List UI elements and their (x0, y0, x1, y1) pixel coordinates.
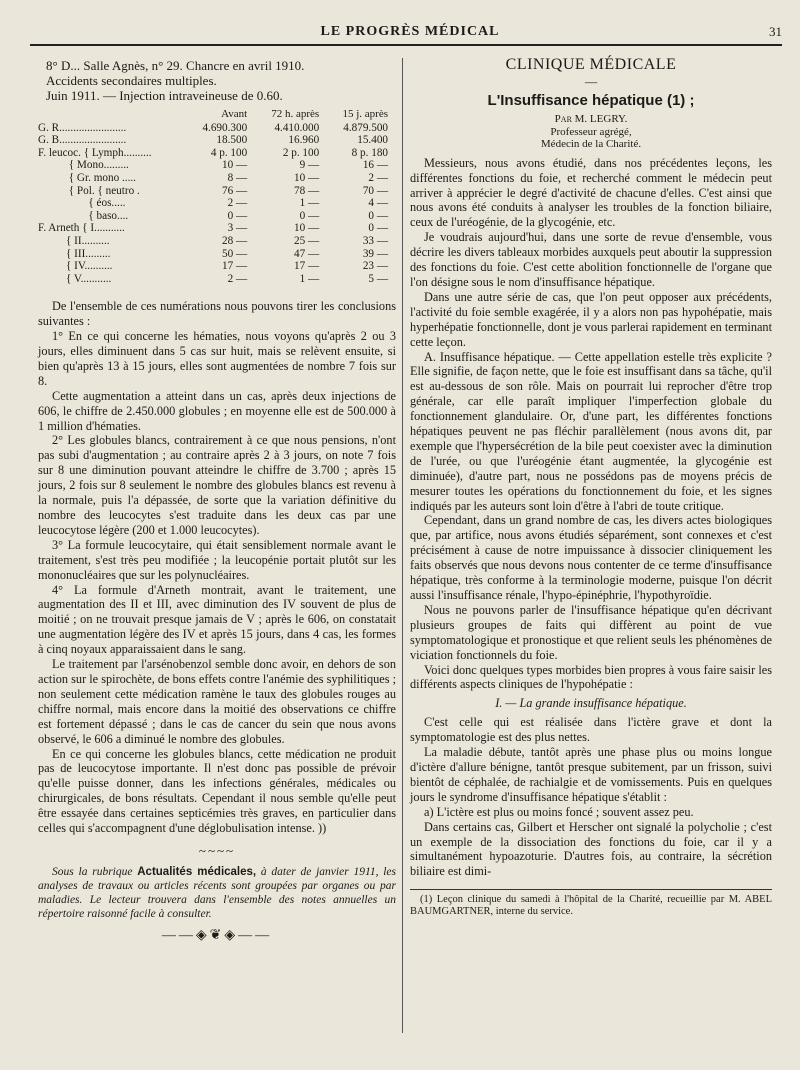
cell-value: 4.690.300 (202, 121, 248, 134)
case-line: Juin 1911. — Injection intraveineuse de 0.60. (46, 88, 283, 103)
cell-value: 50 — (222, 247, 248, 260)
cell-value: 1 — (299, 197, 320, 210)
cell-value: 39 — (362, 247, 388, 260)
cell-value: 25 — (294, 234, 320, 247)
cell-value: 2 p. 100 (282, 146, 320, 159)
row-label: F. Arneth { I........... (38, 222, 125, 235)
paragraph: Messieurs, nous avons étudié, dans nos précédentes leçons, les différentes fonctions du foie, et recherché comment le médecin peut arriver à apprécier le degré d'activité de chacune d'elles. C'est ainsi que nous avons été conduits à analyser les troubles de la fonction biliaire, ceux de l'uréogénie, de la glycogénie, etc. (410, 155, 772, 230)
row-label: { III......... (38, 247, 111, 260)
paragraph: Dans une autre série de cas, que l'on peut opposer aux précédents, l'activité du foie semble exagérée, il y a alors non pas hypohépatie, mais hyperhépatie fonctionnelle, dont je vous parlerai rapidement en terminant cette leçon. (410, 289, 772, 349)
cell-value: 78 — (294, 184, 320, 197)
table-row (38, 147, 394, 160)
paragraph: 3° La formule leucocytaire, qui était sensiblement normale avant le traitement, s'est très peu modifiée ; la leucopénie portait plutôt sur les mononucléaires que sur les polynucléaires. (38, 537, 396, 582)
cell-value: 10 — (294, 222, 320, 235)
cell-value: 16 — (362, 159, 388, 172)
section-title: CLINIQUE MÉDICALE (505, 56, 677, 73)
cell-value: 33 — (362, 234, 388, 247)
cell-value: 3 — (227, 222, 248, 235)
row-label: G. B........................ (38, 134, 127, 147)
cell-value: 2 — (227, 272, 248, 285)
cell-value: 0 — (227, 209, 248, 222)
paragraph: 2° Les globules blancs, contrairement à ce que nous pensions, n'ont pas subi d'augmentation ; au contraire après 2 à 3 jours, on note 7 fois sur 8 une diminution pouvant atteindre le chiffre de 3.700 ; après 15 jours, 2 fois sur 8 seulement le nombre des globules blancs est revenu à la normale, puis l'a dépassée, de sorte que la variation définitive du nombre des leucocytes s'est traduite dans les deux cas par une leucocytose légère (200 et 1.000 leucocytes). (38, 433, 396, 537)
cell-value: 4 — (368, 197, 388, 210)
row-label: { baso.... (38, 209, 129, 222)
table-row (38, 248, 394, 261)
page-number: 31 (769, 24, 782, 39)
cell-value: 0 — (299, 209, 320, 222)
case-line: 8° D... Salle Agnès, n° 29. Chancre en avril 1910. (46, 58, 305, 73)
cell-value: 17 — (222, 260, 248, 273)
paragraph: a) L'ictère est plus ou moins foncé ; souvent assez peu. (424, 804, 694, 819)
title-dash: — (584, 74, 598, 89)
table-row (38, 172, 394, 185)
cell-value: 1 — (299, 272, 320, 285)
column-header: Avant (221, 108, 248, 120)
paragraph: Je voudrais aujourd'hui, dans une sorte de revue d'ensemble, vous décrire les divers tableaux morbides auxquels peut aboutir la suppression des fonctions du foie. C'est cette abolition fonctionnelle de l'organe que l'on désigne sous le nom d'insuffisance hépatique. (410, 230, 772, 289)
row-label: { V........... (38, 272, 112, 285)
column-divider (402, 58, 403, 1033)
author-title: Professeur agrégé, (550, 125, 632, 138)
paragraph: 4° La formule d'Arneth montrait, avant le traitement, une augmentation des II et III, avec diminution des IV souvent de plus de moitié ; on ne trouvait presque jamais de V ; après le 606, on constatait une augmentation légère des IV et après 15 jours, dans 4 cas, les formes à cinq noyaux apparaissaient dans le sang. (38, 582, 396, 657)
cell-value: 8 — (227, 171, 248, 184)
header-rule (30, 44, 782, 46)
running-title: LE PROGRÈS MÉDICAL (320, 24, 500, 39)
cell-value: 10 — (294, 171, 320, 184)
cell-value: 70 — (362, 184, 388, 197)
right-column (410, 58, 772, 918)
column-header: 15 j. après (342, 108, 388, 120)
editorial-note (38, 865, 396, 921)
row-label: { Gr. mono ..... (38, 171, 136, 184)
blood-count-table (38, 107, 394, 285)
paragraph: Cependant, dans un grand nombre de cas, les divers actes biologiques que, par artifice, nous avons étudiés séparément, sont connexes et c'est précisément à cause de notre impuissance à dissocier cliniquement les faits observés que nous devons nous contenter de ce terme d'insuffisance hépatique, très conforme à la terminologie moderne, puisque l'on décrit aussi l'insuffisance rénale, l'hypo-épinéphrie, l'hypothyroïdie. (410, 513, 772, 602)
table-row (38, 260, 394, 273)
article-title: L'Insuffisance hépatique (1) ; (487, 91, 695, 109)
paragraph: Nous ne pouvons parler de l'insuffisance hépatique qu'en décrivant plusieurs groupes de faits qui diffèrent au point de vue symptomatologique et pronostique et que relient seuls les phénomènes de viciation fonctionnels du foie. (410, 602, 772, 662)
cell-value: 47 — (294, 247, 320, 260)
table-row (38, 159, 394, 172)
row-label: { IV.......... (38, 260, 113, 273)
page-header (30, 24, 790, 44)
separator-ornament: ~~~~ (198, 842, 236, 858)
cell-value: 76 — (222, 184, 248, 197)
paragraph: Voici donc quelques types morbides bien propres à vous faire saisir les différents aspects cliniques de l'hypohépatie : (410, 662, 772, 692)
table-row (38, 185, 394, 198)
cell-value: 16.960 (288, 134, 320, 147)
footnote: (1) Leçon clinique du samedi à l'hôpital de la Charité, recueillie par M. ABEL BAUMGARTNER, interne du service. (410, 894, 772, 918)
paragraph: Le traitement par l'arsénobenzol semble donc avoir, en dehors de son action sur le spirochète, de bons effets contre l'anémie des syphilitiques ; non seulement cette médication ramène le taux des globules rouges au chiffre normal, mais encore dans la moitié des observations ce chiffre est fortement dépassé ; dans le cas de cancer du sein que nous avons observé, le 606 a diminué le nombre des globules. (38, 657, 396, 746)
paragraph: A. Insuffisance hépatique. — Cette appellation estelle très explicite ? Elle signifie, de façon nette, que le foie est insuffisant dans sa tâche, qu'il est au-dessous de son rôle. Mais on pourrait lui reprocher d'être trop générale, car elle paraît impliquer l'imperfection globale du fonctionnement glandulaire. Or, d'une part, les différentes fonctions hépatiques peuvent ne pas fléchir parallèlement (nous avons dit, par exemple que l'hypersécrétion de la bile peut coexister avec la diminution de l'urée, ou que l'uréogénie étant augmentée, la glycogénie est diminuée), d'autre part, nous ne possédons pas de moyens précis de mesurer toutes les opérations du fonctionnement du foie, et les signes indiqués par les auteurs sont loin d'être à l'abri de toute critique. (410, 349, 772, 513)
paragraph: Dans certains cas, Gilbert et Herscher ont signalé la polycholie ; c'est un exemple de la dissociation des fonctions du foie, car il y a simultanément hypoazoturie. D'autres fois, au contraire, la sécrétion biliaire est dimi- (410, 819, 772, 879)
cell-value: 9 — (299, 159, 320, 172)
cell-value: 8 p. 180 (351, 146, 388, 159)
row-label: F. leucoc. { Lymph.......... (38, 146, 152, 159)
table-row (38, 235, 394, 248)
row-label: { Mono......... (38, 159, 129, 172)
case-line: Accidents secondaires multiples. (46, 73, 217, 88)
table-row (38, 122, 394, 135)
note-text: à dater de janvier 1911, les analyses de travaux ou articles récents sont groupées par organes ou par maladies. Le lecteur trouvera dans l'ensemble des notes annuelles un répertoire raisonné facile à consulter. (38, 865, 397, 920)
cell-value: 2 — (368, 171, 388, 184)
table-row (38, 273, 394, 286)
cell-value: 4 p. 100 (210, 146, 248, 159)
footnote-rule (410, 889, 772, 890)
cell-value: 18.500 (216, 134, 248, 147)
cell-value: 23 — (362, 260, 388, 273)
paragraph: C'est celle qui est réalisée dans l'ictère grave et dont la symptomatologie est des plus nettes. (410, 715, 772, 745)
author: Par M. LEGRY. (554, 112, 628, 125)
left-column (38, 58, 396, 944)
column-header: 72 h. après (271, 108, 320, 120)
subsection-title: I. — La grande insuffisance hépatique. (495, 696, 687, 711)
note-prefix: Sous la rubrique (52, 865, 133, 878)
row-label: { II.......... (38, 234, 110, 247)
cell-value: 4.410.000 (274, 121, 320, 134)
cell-value: 4.879.500 (343, 121, 388, 134)
cell-value: 0 — (368, 222, 388, 235)
table-row (38, 134, 394, 147)
table-row (38, 222, 394, 235)
cell-value: 17 — (294, 260, 320, 273)
table-row (38, 210, 394, 223)
table-row (38, 197, 394, 210)
paragraph: En ce qui concerne les globules blancs, cette médication ne produit pas de leucocytose importante. Il n'est donc pas possible de prévoir qu'elle puisse donner, dans les infections générales, médicales ou chirurgicales, de bons résultats. Cependant il nous semble qu'elle peut être essayée dans certaines septicémies très graves, en particulier dans celles qui s'accompagnent d'une déglobulisation intense. )) (38, 746, 396, 836)
cell-value: 28 — (222, 234, 248, 247)
table-header-row (38, 107, 394, 122)
note-bold: Actualités médicales, (137, 865, 257, 878)
paragraph: La maladie débute, tantôt après une phase plus ou moins longue d'ictère d'allure bénigne, tantôt presque subitement, par un frisson, suivi bientôt de céphalée, de rachialgie et de vomissements. Puis en quelques jours le syndrome d'insuffisance hépatique s'établit : (410, 745, 772, 804)
paragraph: Cette augmentation a atteint dans un cas, après deux injections de 606, le chiffre de 2.450.000 globules ; en moyenne elle est de 500.000 à 1 million d'hématies. (38, 388, 396, 433)
author-title: Médecin de la Charité. (540, 137, 642, 150)
cell-value: 10 — (222, 159, 248, 172)
paragraph: De l'ensemble de ces numérations nous pouvons tirer les conclusions suivantes : (38, 299, 396, 329)
paragraph: 1° En ce qui concerne les hématies, nous voyons qu'après 2 ou 3 jours, elles diminuent dans 5 cas sur huit, mais se relèvent ensuite, si bien qu'après 13 à 15 jours, elles sont augmentées de nombre 7 fois sur 8. (38, 329, 396, 388)
cell-value: 5 — (368, 272, 388, 285)
row-label: { éos..... (38, 197, 126, 210)
row-label: G. R........................ (38, 121, 127, 134)
cell-value: 15.400 (357, 134, 388, 147)
cell-value: 2 — (227, 197, 248, 210)
cell-value: 0 — (368, 209, 388, 222)
row-label: { Pol. { neutro . (38, 184, 140, 197)
bottom-ornament: ——◈❦◈—— (161, 927, 273, 943)
